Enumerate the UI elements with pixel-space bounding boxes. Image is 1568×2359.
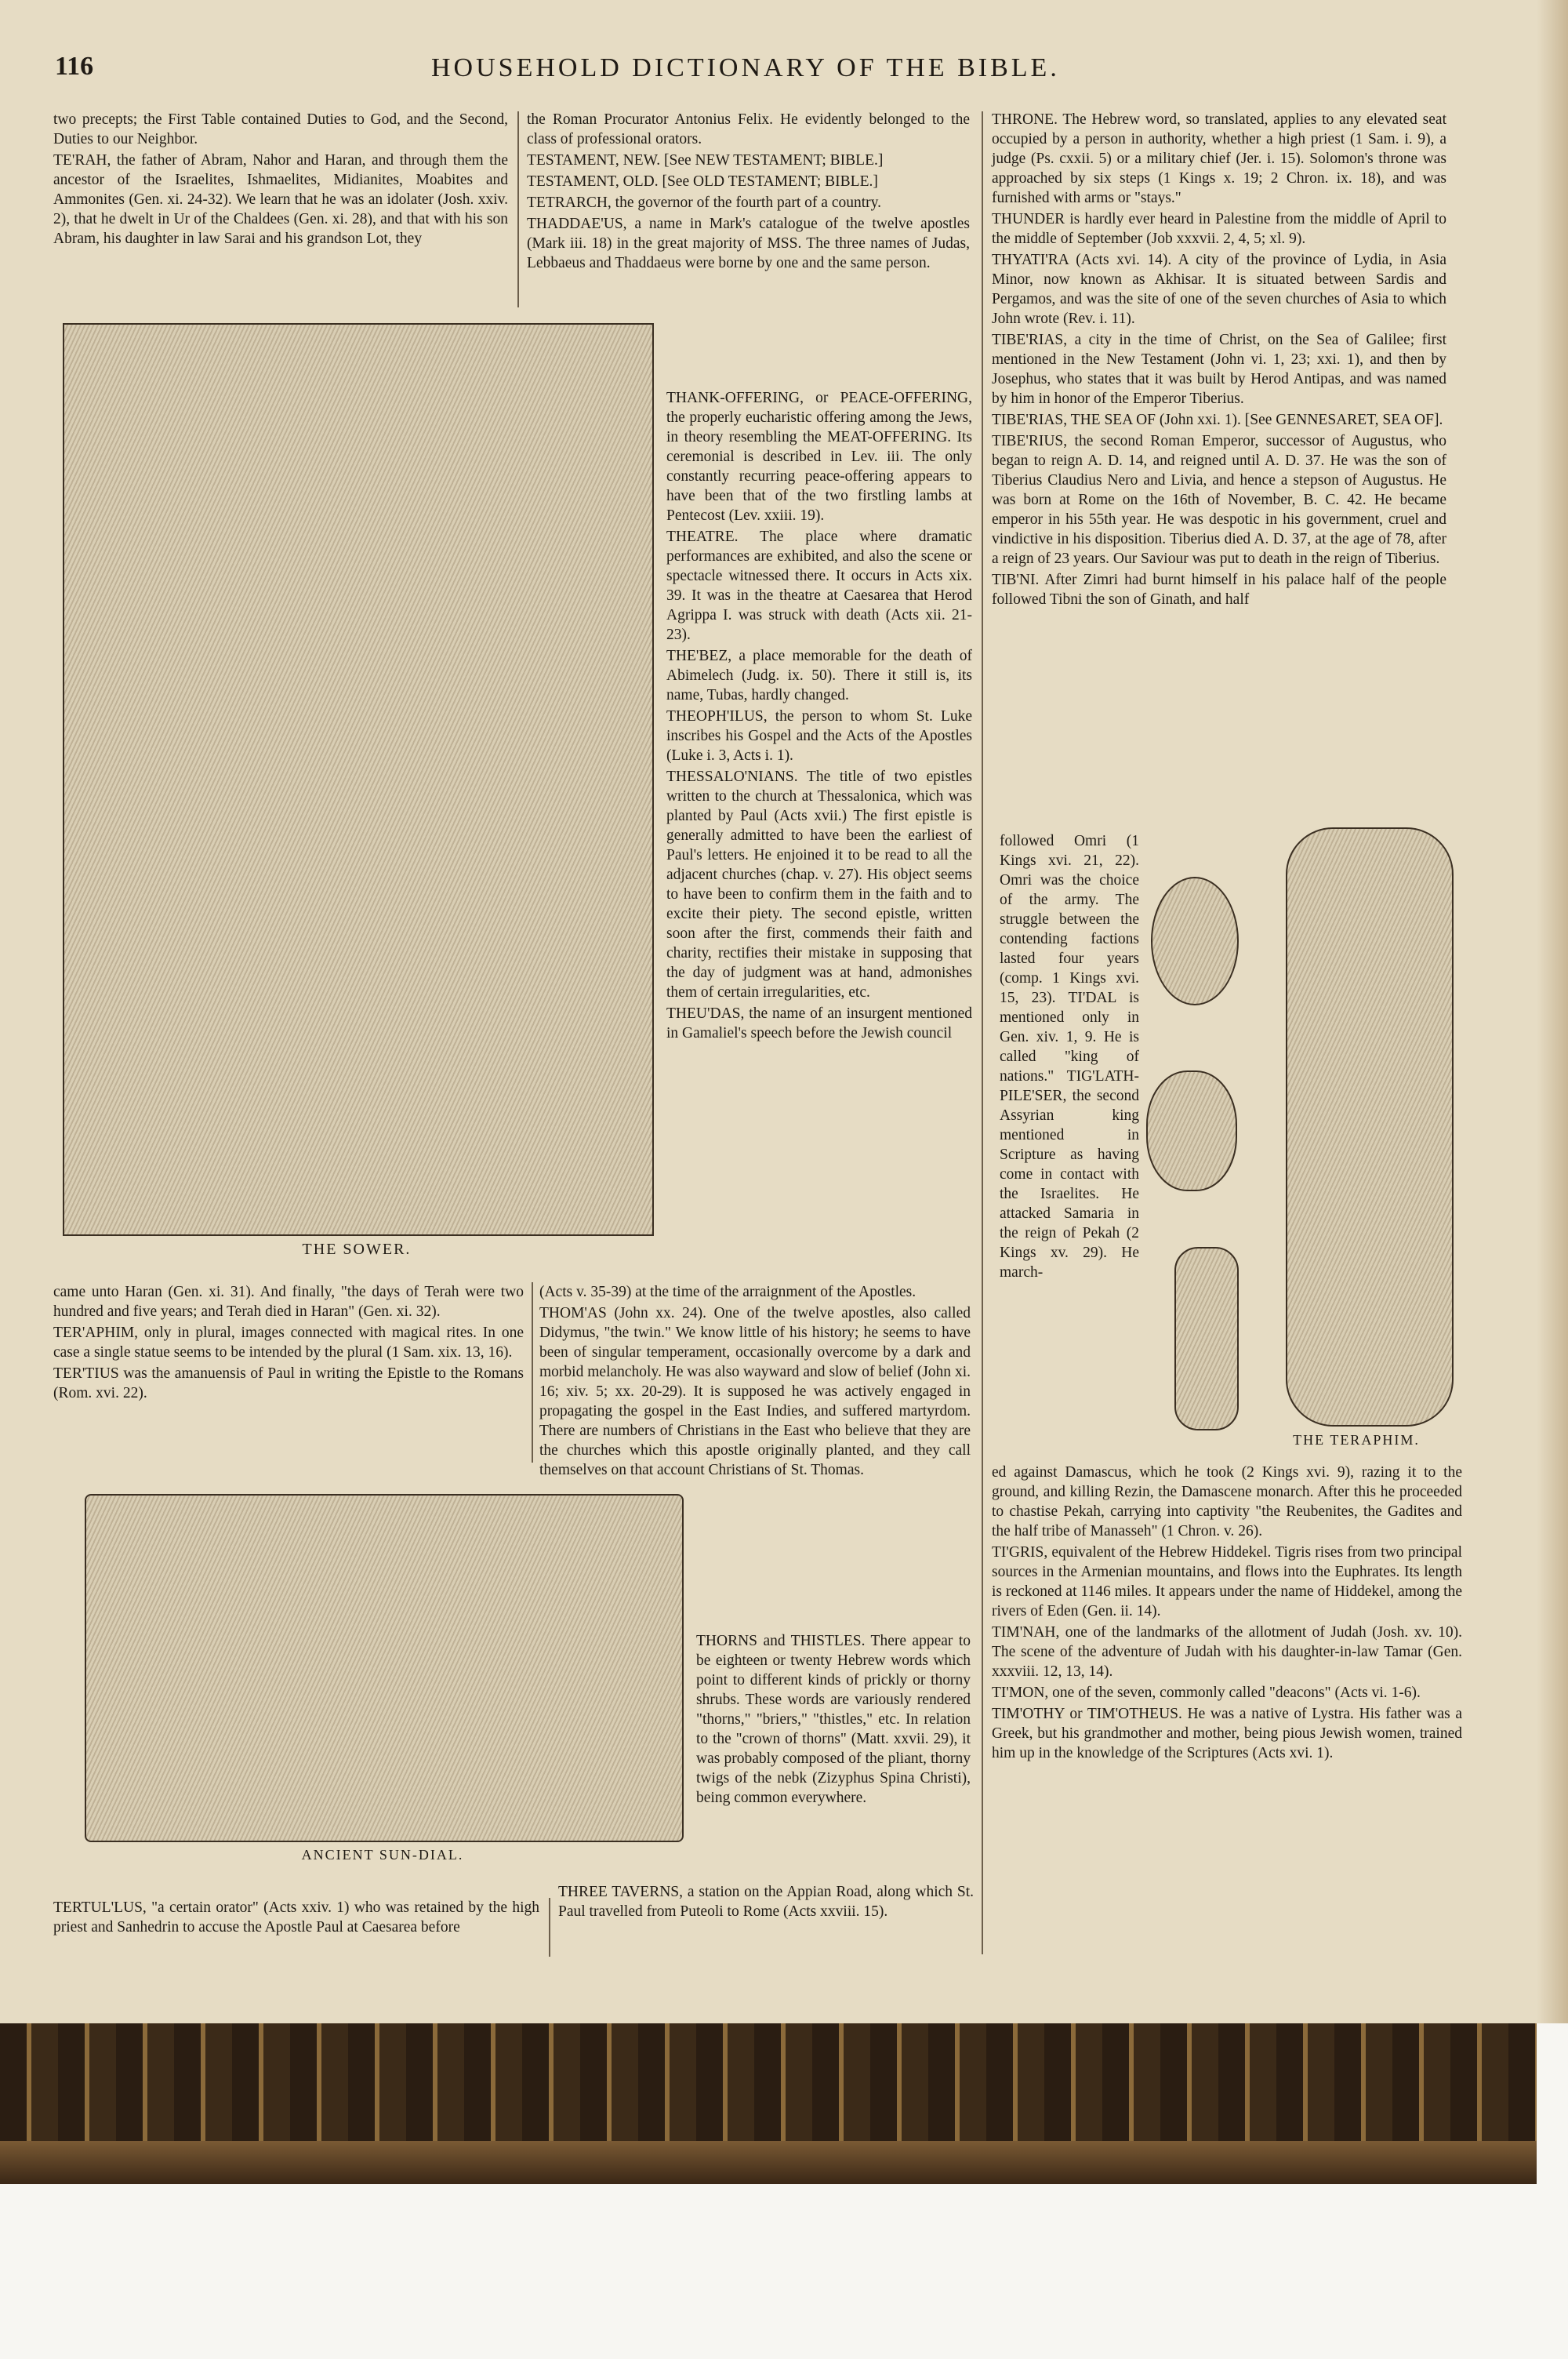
teraphim-mask-figure	[1174, 1247, 1239, 1430]
entry-text: THOM'AS (John xx. 24). One of the twelve apostles, also called Didymus, "the twin." We know little of his history; he seems to have been of singular temperament, occasionally overcome by a dark and morbid melancholy. He was also wayward and slow of belief (John xi. 16; xiv. 5; xx. 20-29). It is supposed he was actively engaged in propagating the gospel in the East Indies, and suffered martyrdom. There are numbers of Christians in the East who believe that they are the churches which this apostle originally planted, and they call themselves on that account Christians of St. Thomas.	[539, 1305, 971, 1478]
entry-text: ed against Damascus, which he took (2 Kings xvi. 9), razing it to the ground, and killing Rezin, the Damascene monarch. After this he proceeded to chastise Pekah, carrying into captivity "the Reubenites, the Gadites and the half tribe of Manasseh" (1 Chron. v. 26).	[992, 1464, 1462, 1539]
entry-text: TIBE'RIAS, THE SEA OF (John xxi. 1). [See GENNESARET, SEA OF].	[992, 412, 1443, 428]
book-binding-edge	[0, 2141, 1537, 2184]
entry-text: followed Omri (1 Kings xvi. 21, 22). Omri was the choice of the army. The struggle between the contending factions lasted four years (comp. 1 Kings xvi. 15, 23). TI'DAL is mentioned only in Gen. xiv. 1, 9. He is called "king of nations." TIG'LATH-PILE'SER, the second Assyrian king mentioned in Scripture as having come in contact with the Israelites. He attacked Samaria in the reign of Pekah (2 Kings xv. 29). He march-	[1000, 833, 1139, 1281]
col2-top	[527, 110, 970, 274]
sower-caption: THE SOWER.	[302, 1241, 412, 1258]
col2-bottom	[558, 1882, 974, 1923]
teraphim-caption: THE TERAPHIM.	[1293, 1432, 1420, 1448]
entry-text: came unto Haran (Gen. xi. 31). And finally, "the days of Terah were two hundred and five years; and Terah died in Haran" (Gen. xi. 32).	[53, 1284, 524, 1320]
entry-text: TIBE'RIAS, a city in the time of Christ, on the Sea of Galilee; first mentioned in the New Testament (John vi. 1, 23; xxi. 1), and then by Josephus, who states that it was built by Herod Antipas, and was named by him in honor of the Emperor Tiberius.	[992, 332, 1446, 407]
entry-text: TESTAMENT, NEW. [See NEW TESTAMENT; BIBLE.]	[527, 152, 884, 169]
entry-text: THE'BEZ, a place memorable for the death of Abimelech (Judg. ix. 50). There it still is, its name, Tubas, hardly changed.	[666, 648, 972, 703]
entry-text: TERTUL'LUS, "a certain orator" (Acts xxiv. 1) who was retained by the high priest and Sanhedrin to accuse the Apostle Paul at Caesarea before	[53, 1899, 539, 1936]
entry-text: THANK-OFFERING, or PEACE-OFFERING, the properly eucharistic offering among the Jews, in theory resembling the MEAT-OFFERING. Its ceremonial is described in Lev. iii. The only constantly recurring peace-offering appears to have been that of the two firstling lambs at Pentecost (Lev. xxiii. 19).	[666, 390, 972, 524]
col3-top	[992, 110, 1446, 611]
running-head: HOUSEHOLD DICTIONARY OF THE BIBLE.	[431, 53, 1060, 82]
entry-text: TI'MON, one of the seven, commonly called "deacons" (Acts vi. 1-6).	[992, 1685, 1421, 1701]
entry-text: TER'TIUS was the amanuensis of Paul in writing the Epistle to the Romans (Rom. xvi. 22).	[53, 1365, 524, 1401]
entry-text: THYATI'RA (Acts xvi. 14). A city of the province of Lydia, in Asia Minor, now known as Akhisar. It is situated between Sardis and Pergamos, and was the site of one of the seven churches of Asia to which John wrote (Rev. i. 11).	[992, 252, 1446, 327]
teraphim-statue-figure	[1286, 827, 1454, 1427]
entry-text: THEU'DAS, the name of an insurgent mentioned in Gamaliel's speech before the Jewish council	[666, 1005, 972, 1041]
col1-top	[53, 110, 508, 250]
entry-text: TESTAMENT, OLD. [See OLD TESTAMENT; BIBLE.]	[527, 173, 878, 190]
entry-text: THRONE. The Hebrew word, so translated, applies to any elevated seat occupied by a person in authority, whether a high priest (1 Sam. i. 9), a judge (Ps. cxxii. 5) or a military chief (Jer. i. 15). Solomon's throne was approached by six steps (1 Kings x. 19; 2 Chron. ix. 18), and was furnished with arms or "stays."	[992, 111, 1446, 206]
col2-right	[666, 388, 972, 1045]
col3-bottom	[992, 1463, 1462, 1765]
entry-text: TI'GRIS, equivalent of the Hebrew Hiddekel. Tigris rises from two principal sources in the Armenian mountains, and flows into the Euphrates. Its length is reckoned at 1146 miles. It appears under the name of Hiddekel, among the rivers of Eden (Gen. ii. 14).	[992, 1544, 1462, 1619]
col1-mid	[53, 1282, 524, 1405]
entry-text: THEATRE. The place where dramatic performances are exhibited, and also the scene or spectacle witnessed there. It occurs in Acts xix. 39. It was in the theatre at Caesarea that Herod Agrippa I. was struck with death (Acts xii. 21-23).	[666, 529, 972, 643]
entry-text: TER'APHIM, only in plural, images connected with magical rites. In one case a single statue seems to be intended by the plural (1 Sam. xix. 13, 16).	[53, 1325, 524, 1361]
teraphim-seal-figure	[1151, 877, 1239, 1005]
entry-text: THREE TAVERNS, a station on the Appian Road, along which St. Paul travelled from Puteoli to Rome (Acts xxviii. 15).	[558, 1884, 974, 1920]
sundial-illustration	[85, 1494, 684, 1842]
col1-bottom	[53, 1898, 539, 1939]
col2-thorns	[696, 1631, 971, 1809]
column-rule	[982, 111, 983, 1954]
sower-illustration	[63, 323, 654, 1236]
entry-text: THESSALO'NIANS. The title of two epistles written to the church at Thessalonica, which was planted by Paul (Acts xvii.) The first epistle is generally admitted to have been the earliest of Paul's letters. He enjoined it to be read to all the adjacent churches (chap. v. 27). His object seems to have been to confirm them in the faith and to excite their piety. The second epistle, written soon after the first, commends their faith and charity, rectifies their mistake in supposing that the day of judgment was at hand, admonishes them of certain irregularities, etc.	[666, 769, 972, 1001]
column-rule	[549, 1898, 550, 1957]
entry-text: two precepts; the First Table contained Duties to God, and the Second, Duties to our Neighbor.	[53, 111, 508, 147]
teraphim-head-figure	[1146, 1070, 1237, 1191]
column-rule	[517, 111, 519, 307]
entry-text: TIM'OTHY or TIM'OTHEUS. He was a native of Lystra. His father was a Greek, but his grandmother and mother, being pious Jewish women, trained him up in the knowledge of the Scriptures (Acts xvi. 1).	[992, 1706, 1462, 1761]
page-number: 116	[55, 52, 94, 81]
entry-text: THORNS and THISTLES. There appear to be eighteen or twenty Hebrew words which point to different kinds of prickly or thorny shrubs. These words are variously rendered "thorns," "briers," "thistles," etc. In relation to the "crown of thorns" (Matt. xxvii. 29), it was probably composed of the pliant, thorny twigs of the nebk (Zizyphus Spina Christi), being common everywhere.	[696, 1633, 971, 1806]
entry-text: TIM'NAH, one of the landmarks of the allotment of Judah (Josh. xv. 10). The scene of the adventure of Judah with his daughter-in-law Tamar (Gen. xxxviii. 12, 13, 14).	[992, 1624, 1462, 1680]
entry-text: TIB'NI. After Zimri had burnt himself in his palace half of the people followed Tibni the son of Ginath, and half	[992, 572, 1446, 608]
entry-text: THEOPH'ILUS, the person to whom St. Luke inscribes his Gospel and the Acts of the Apostles (Luke i. 3, Acts i. 1).	[666, 708, 972, 764]
col2-mid	[539, 1282, 971, 1481]
sundial-caption: ANCIENT SUN-DIAL.	[301, 1847, 464, 1863]
col3-narrow	[1000, 831, 1139, 1284]
column-rule	[532, 1282, 533, 1463]
entry-text: (Acts v. 35-39) at the time of the arraignment of the Apostles.	[539, 1284, 916, 1300]
entry-text: THADDAE'US, a name in Mark's catalogue of the twelve apostles (Mark iii. 18) in the great majority of MSS. The three names of Judas, Lebbaeus and Thaddaeus were borne by one and the same person.	[527, 216, 970, 271]
page-edge-shadow	[1537, 0, 1568, 2023]
entry-text: THUNDER is hardly ever heard in Palestine from the middle of April to the middle of September (Job xxxvii. 2, 4, 5; xl. 9).	[992, 211, 1446, 247]
page-header	[55, 52, 1544, 99]
entry-text: TE'RAH, the father of Abram, Nahor and Haran, and through them the ancestor of the Israelites, Ishmaelites, Midianites, Moabites and Ammonites (Gen. xi. 24-32). We learn that he was an idolater (Josh. xxiv. 2), that he dwelt in Ur of the Chaldees (Gen. xi. 28), and that with his son Abram, his daughter in law Sarai and his grandson Lot, they	[53, 152, 508, 247]
entry-text: the Roman Procurator Antonius Felix. He evidently belonged to the class of professional orators.	[527, 111, 970, 147]
book-binding-pattern	[0, 2023, 1537, 2141]
entry-text: TIBE'RIUS, the second Roman Emperor, successor of Augustus, who began to reign A. D. 14, and reigned until A. D. 37. He was the son of Tiberius Claudius Nero and Livia, and hence a stepson of Augustus. He was born at Rome on the 16th of November, B. C. 42. He became emperor in his 55th year. He was despotic in his government, cruel and vindictive in his disposition. Tiberius died A. D. 37, at the age of 78, after a reign of 23 years. Our Saviour was put to death in the reign of Tiberius.	[992, 433, 1446, 567]
entry-text: TETRARCH, the governor of the fourth part of a country.	[527, 194, 881, 211]
